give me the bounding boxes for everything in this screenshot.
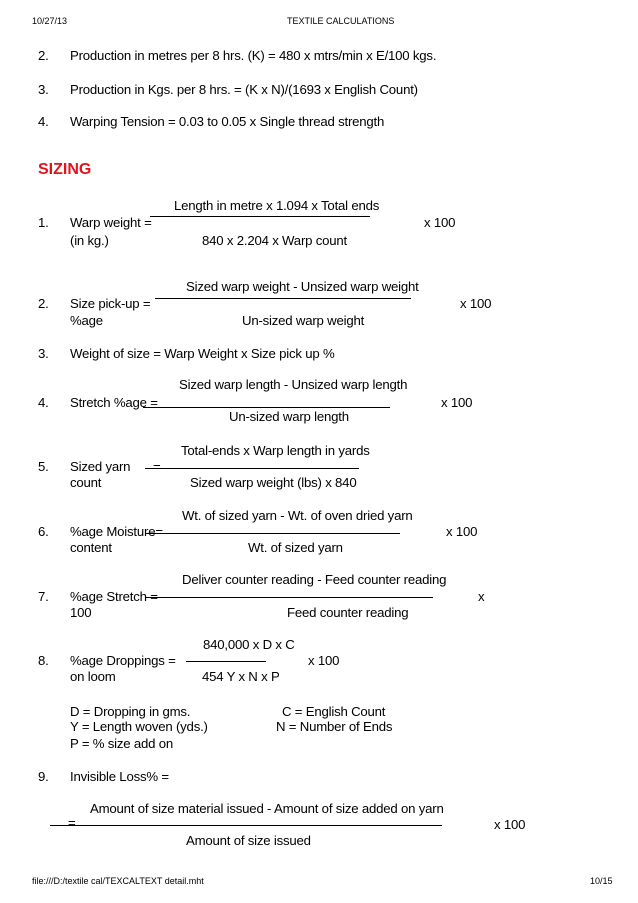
formula-label: Size pick-up =: [70, 296, 151, 311]
legend-c: C = English Count: [282, 704, 386, 719]
item-number: 3.: [38, 82, 49, 97]
item-text: Production in metres per 8 hrs. (K) = 480 x mtrs/min x E/100 kgs.: [70, 48, 437, 63]
page-number: 10/15: [590, 876, 613, 886]
fraction-line: [155, 298, 411, 299]
legend-y: Y = Length woven (yds.): [70, 719, 208, 734]
formula-label-continued: (in kg.): [70, 233, 109, 248]
formula-label: %age Stretch =: [70, 589, 158, 604]
item-number: 4.: [38, 114, 49, 129]
item-number: 2.: [38, 48, 49, 63]
denominator: Amount of size issued: [186, 833, 311, 848]
formula-label-continued: content: [70, 540, 112, 555]
fraction-line: [186, 661, 266, 662]
file-path: file:///D:/textile cal/TEXCALTEXT detail.mht: [32, 876, 204, 886]
legend-n: N = Number of Ends: [276, 719, 393, 734]
item-number: 9.: [38, 769, 49, 784]
item-number: 7.: [38, 589, 49, 604]
formula-label-continued: %age: [70, 313, 103, 328]
formula-label-continued: 100: [70, 605, 92, 620]
denominator: Feed counter reading: [287, 605, 409, 620]
formula-text: Weight of size = Warp Weight x Size pick up %: [70, 346, 335, 361]
fraction-line: [50, 825, 442, 826]
multiplier: x 100: [424, 215, 456, 230]
item-text: Production in Kgs. per 8 hrs. = (K x N)/(1693 x English Count): [70, 82, 418, 97]
item-number: 3.: [38, 346, 49, 361]
formula-label: %age Droppings =: [70, 653, 176, 668]
equals-sign: =: [68, 815, 76, 830]
numerator: Total-ends x Warp length in yards: [181, 443, 370, 458]
denominator: 454 Y x N x P: [202, 669, 280, 684]
legend-p: P = % size add on: [70, 736, 174, 751]
numerator: Length in metre x 1.094 x Total ends: [174, 198, 380, 213]
numerator: Sized warp weight - Unsized warp weight: [186, 279, 419, 294]
item-number: 5.: [38, 459, 49, 474]
fraction-line: [150, 216, 370, 217]
fraction-line: [145, 597, 433, 598]
formula-label: Warp weight =: [70, 215, 152, 230]
formula-label: %age Moisture=: [70, 524, 163, 539]
item-number: 8.: [38, 653, 49, 668]
denominator: Un-sized warp length: [229, 409, 349, 424]
multiplier: x: [478, 589, 485, 604]
multiplier: x 100: [494, 817, 526, 832]
numerator: 840,000 x D x C: [203, 637, 295, 652]
fraction-line: [145, 468, 359, 469]
numerator: Deliver counter reading - Feed counter reading: [182, 572, 447, 587]
numerator: Sized warp length - Unsized warp length: [179, 377, 408, 392]
multiplier: x 100: [460, 296, 492, 311]
denominator: Wt. of sized yarn: [248, 540, 343, 555]
formula-label: Stretch %age =: [70, 395, 158, 410]
multiplier: x 100: [308, 653, 340, 668]
formula-label-continued: on loom: [70, 669, 116, 684]
denominator: Un-sized warp weight: [242, 313, 365, 328]
formula-label-continued: count: [70, 475, 102, 490]
page-header-title: TEXTILE CALCULATIONS: [287, 16, 395, 26]
item-number: 4.: [38, 395, 49, 410]
equals-sign: =: [153, 459, 161, 474]
formula-label: Sized yarn: [70, 459, 131, 474]
numerator: Wt. of sized yarn - Wt. of oven dried yarn: [182, 508, 413, 523]
multiplier: x 100: [441, 395, 473, 410]
formula-label: Invisible Loss% =: [70, 769, 169, 784]
item-number: 6.: [38, 524, 49, 539]
numerator: Amount of size material issued - Amount of size added on yarn: [90, 801, 444, 816]
item-text: Warping Tension = 0.03 to 0.05 x Single thread strength: [70, 114, 385, 129]
print-date: 10/27/13: [32, 16, 68, 26]
section-title: SIZING: [38, 161, 92, 178]
item-number: 1.: [38, 215, 49, 230]
multiplier: x 100: [446, 524, 478, 539]
legend-d: D = Dropping in gms.: [70, 704, 191, 719]
item-number: 2.: [38, 296, 49, 311]
fraction-line: [145, 533, 400, 534]
denominator: 840 x 2.204 x Warp count: [202, 233, 347, 248]
fraction-line: [143, 407, 390, 408]
denominator: Sized warp weight (lbs) x 840: [190, 475, 357, 490]
